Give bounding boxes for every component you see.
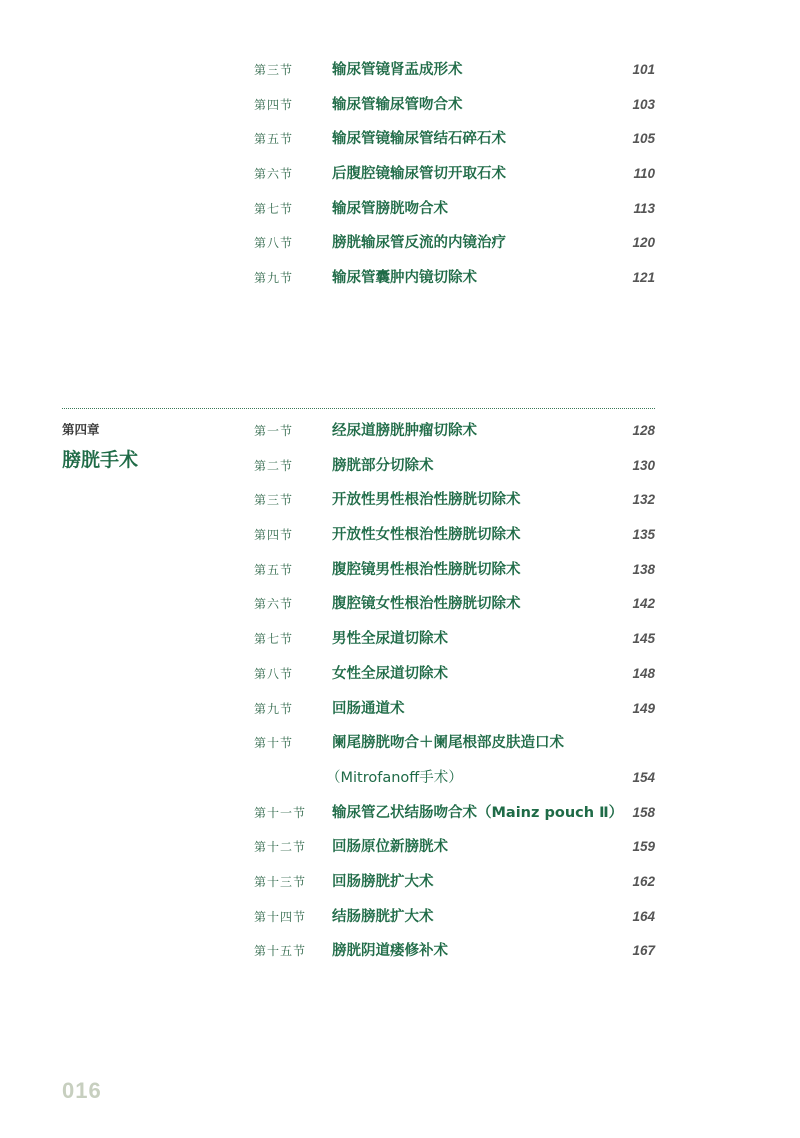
section-title[interactable]: 回肠膀胱扩大术 (332, 873, 434, 890)
toc-entry[interactable] (254, 701, 655, 736)
section-page-number: 142 (632, 596, 655, 612)
section-title[interactable]: 膀胱阴道瘘修补术 (332, 943, 448, 960)
toc-entry[interactable] (254, 874, 655, 909)
section-title[interactable]: 结肠膀胱扩大术 (332, 908, 434, 925)
section-page-number: 167 (632, 943, 655, 959)
section-title[interactable]: 膀胱部分切除术 (332, 457, 434, 474)
section-page-number: 101 (632, 62, 655, 77)
section-title[interactable]: 回肠原位新膀胱术 (332, 839, 448, 856)
toc-entry[interactable] (254, 97, 655, 132)
section-title[interactable]: 膀胱输尿管反流的内镜治疗 (332, 235, 506, 252)
section-page-number: 149 (632, 700, 655, 716)
section-page-number: 148 (632, 665, 655, 681)
toc-entry[interactable] (254, 527, 655, 562)
section-title[interactable]: 女性全尿道切除术 (332, 665, 448, 682)
toc-entry[interactable] (254, 839, 655, 874)
section-title[interactable]: 输尿管输尿管吻合术 (332, 96, 463, 113)
section-title[interactable]: （Mitrofanoff手术） (326, 769, 463, 786)
section-title[interactable]: 阑尾膀胱吻合＋阑尾根部皮肤造口术 (332, 735, 564, 752)
section-title[interactable]: 经尿道膀胱肿瘤切除术 (332, 423, 477, 439)
section-page-number: 164 (632, 908, 655, 924)
section-title[interactable]: 输尿管乙状结肠吻合术（Mainz pouch Ⅱ） (332, 804, 624, 821)
section-label: 第四节 (254, 528, 294, 543)
page-folio: 016 (62, 1078, 102, 1103)
toc-entry[interactable] (254, 562, 655, 597)
section-page-number: 120 (632, 235, 655, 251)
section-page-number: 128 (632, 423, 655, 438)
toc-entry[interactable] (254, 235, 655, 270)
toc-entry[interactable] (254, 943, 655, 978)
section-label: 第七节 (254, 201, 294, 216)
toc-entry[interactable] (254, 131, 655, 166)
toc-entry[interactable] (254, 596, 655, 631)
chapter3-toc-list (254, 62, 655, 305)
toc-entry[interactable] (254, 735, 655, 770)
section-page-number: 121 (632, 270, 655, 286)
section-title[interactable]: 腹腔镜女性根治性膀胱切除术 (332, 596, 521, 613)
section-page-number: 130 (632, 457, 655, 473)
section-label: 第十一节 (254, 805, 307, 820)
section-page-number: 113 (633, 200, 655, 216)
toc-entry[interactable] (254, 458, 655, 493)
section-page-number: 135 (632, 527, 655, 543)
section-title[interactable]: 输尿管囊肿内镜切除术 (332, 270, 477, 287)
section-label: 第十四节 (254, 909, 307, 924)
section-label: 第十三节 (254, 874, 307, 889)
section-page-number: 103 (632, 96, 655, 112)
section-label: 第一节 (254, 424, 294, 438)
section-label: 第七节 (254, 632, 294, 647)
toc-entry[interactable] (254, 62, 655, 97)
section-label: 第六节 (254, 597, 294, 612)
section-label: 第九节 (254, 271, 294, 286)
section-page-number: 159 (632, 839, 655, 855)
section-title[interactable]: 开放性女性根治性膀胱切除术 (332, 527, 521, 544)
section-title[interactable]: 输尿管镜输尿管结石碎石术 (332, 131, 506, 148)
toc-entry[interactable] (254, 166, 655, 201)
toc-entry[interactable] (254, 270, 655, 305)
section-page-number: 132 (632, 492, 655, 508)
section-page-number: 138 (632, 561, 655, 577)
toc-entry[interactable] (254, 631, 655, 666)
section-label: 第五节 (254, 132, 294, 147)
section-label: 第九节 (254, 701, 294, 716)
section-label: 第八节 (254, 666, 294, 681)
section-title[interactable]: 腹腔镜男性根治性膀胱切除术 (332, 561, 521, 578)
chapter4-toc-list (254, 423, 655, 978)
section-page-number: 105 (632, 131, 655, 147)
section-title[interactable]: 回肠通道术 (332, 700, 405, 717)
section-label: 第八节 (254, 236, 294, 251)
toc-entry[interactable] (254, 201, 655, 236)
section-page-number: 162 (632, 873, 655, 889)
section-label: 第六节 (254, 167, 294, 182)
section-label: 第三节 (254, 493, 294, 508)
toc-entry[interactable] (254, 492, 655, 527)
section-title[interactable]: 输尿管镜肾盂成形术 (332, 62, 463, 78)
section-title[interactable]: 后腹腔镜输尿管切开取石术 (332, 166, 506, 183)
section-label: 第十五节 (254, 944, 307, 959)
section-title[interactable]: 输尿管膀胱吻合术 (332, 200, 448, 217)
chapter-label: 第四章 (62, 422, 100, 437)
section-page-number: 145 (632, 631, 655, 647)
chapter-title[interactable]: 膀胱手术 (62, 449, 139, 471)
section-page-number: 158 (632, 804, 655, 820)
chapter-divider (62, 408, 655, 409)
section-title[interactable]: 男性全尿道切除术 (332, 631, 448, 648)
toc-entry[interactable] (254, 666, 655, 701)
toc-entry-continuation[interactable] (254, 770, 655, 805)
section-page-number: 154 (632, 769, 655, 785)
section-title[interactable]: 开放性男性根治性膀胱切除术 (332, 492, 521, 509)
section-label: 第四节 (254, 97, 294, 112)
section-label: 第十节 (254, 736, 294, 751)
section-label: 第十二节 (254, 840, 307, 855)
toc-entry[interactable] (254, 805, 655, 840)
toc-entry[interactable] (254, 423, 655, 458)
section-label: 第五节 (254, 562, 294, 577)
toc-entry[interactable] (254, 909, 655, 944)
section-label: 第二节 (254, 458, 294, 473)
section-page-number: 110 (633, 166, 655, 182)
section-label: 第三节 (254, 63, 294, 77)
